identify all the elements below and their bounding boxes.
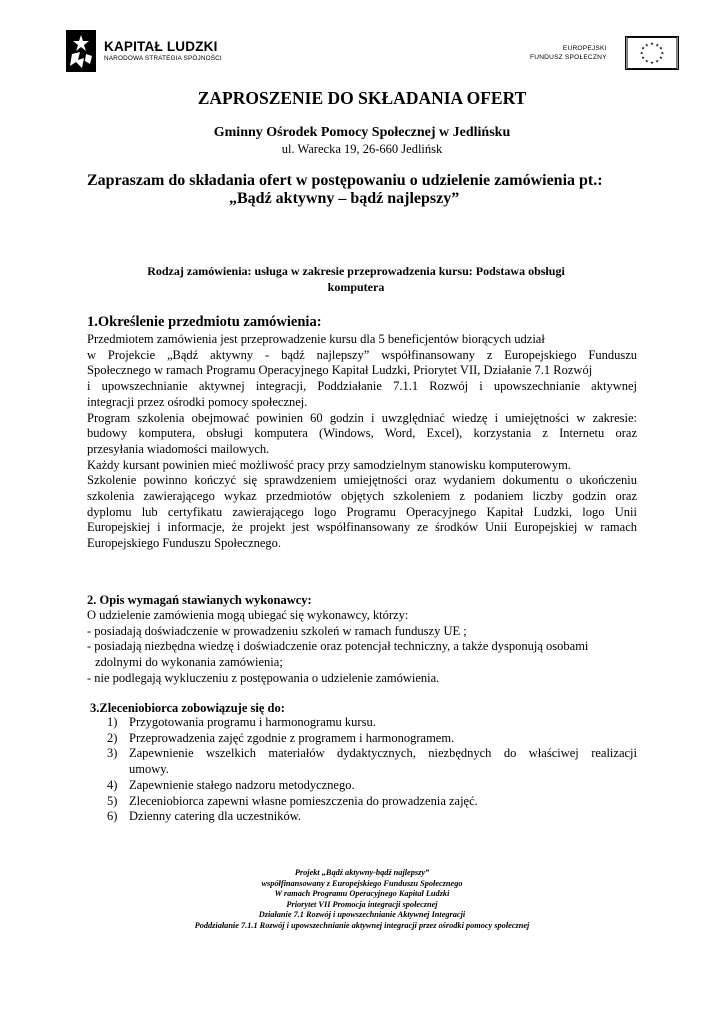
svg-text:★: ★ — [658, 55, 663, 61]
section2-line: O udzielenie zamówienia mogą ubiegać się wykonawcy, którzy: — [87, 608, 409, 622]
list-item-text: Zapewnienie wszelkich materiałów dydaktycznych, niezbędnych do właściwej realizacji — [129, 746, 637, 761]
section1-line: w Projekcie „Bądź aktywny - bądź najlepszy” współfinansowany z Europejskiego Funduszu — [87, 347, 637, 362]
list-item — [87, 746, 637, 777]
footer-line: Działanie 7.1 Rozwój i upowszechnianie Aktywnej Integracji — [258, 910, 466, 920]
section1-line: Szkolenie powinno kończyć się sprawdzeniem umiejętności oraz wydaniem dokumentu o ukończeniu — [87, 473, 637, 488]
svg-text:★: ★ — [644, 58, 649, 64]
section1-line: Program szkolenia obejmować powinien 60 godzin i uwzględniać wiedzę i umiejętności w zakresie: — [87, 410, 637, 425]
document-title: ZAPROSZENIE DO SKŁADANIA OFERT — [197, 88, 527, 108]
list-item-text: Przygotowania programu i harmonogramu kursu. — [129, 715, 376, 729]
invitation-text: Zapraszam do składania ofert w postępowaniu o udzielenie zamówienia pt.: — [87, 172, 603, 189]
list-item-text: Dzienny catering dla uczestników. — [129, 809, 302, 824]
section1-line: Społecznego w ramach Programu Operacyjnego Kapitał Ludzki, Priorytet VII, Działanie 7.1 Rozwój — [87, 363, 593, 378]
section1-line: budowy komputera, obsługi komputera (Windows, Word, Excel), korzystania z Internetu oraz — [87, 426, 637, 441]
section1-line: Europejskiego Funduszu Społecznego. — [87, 536, 282, 551]
list-item-number: 6) — [107, 809, 118, 824]
footer-line: W ramach Programu Operacyjnego Kapitał Ludzki — [274, 889, 450, 899]
list-item-text: Zapewnienie stałego nadzoru metodycznego. — [129, 777, 355, 792]
section2-line: - posiadają niezbędna wiedzę i doświadczenie oraz potencjał techniczny, a także dysponują osobami — [87, 639, 589, 654]
section1-line: szkolenia zawierającego wykaz przedmiotów objętych szkoleniem z podaniem liczby godzin oraz — [87, 489, 637, 504]
kapital-ludzki-logo — [66, 30, 222, 72]
section1-line: integracji przez ośrodki pomocy społecznej. — [87, 394, 308, 409]
kapital-ludzki-emblem-icon — [66, 30, 96, 72]
section2-line: - nie podlegają wykluczeniu z postępowania o udzielenie zamówienia. — [87, 670, 440, 685]
section1-body — [87, 332, 637, 552]
list-item-number: 5) — [107, 793, 118, 808]
list-item — [87, 794, 637, 810]
footer-line: Poddziałanie 7.1.1 Rozwój i upowszechnianie aktywnej integracji przez ośrodki pomocy społecznej — [194, 920, 530, 930]
svg-text:★: ★ — [658, 45, 663, 51]
footer-line: współfinansowany z Europejskiego Funduszu Społecznego — [261, 878, 463, 888]
section1-line: Europejskiej i informacje, że projekt jest współfinansowany ze środków Unii Europejskiej w ramach — [87, 520, 637, 535]
list-item — [87, 715, 637, 731]
list-item-text: Przeprowadzenia zajęć zgodnie z programem i harmonogramem. — [129, 730, 455, 745]
section1-line: Przedmiotem zamówienia jest przeprowadzenie kursu dla 5 beneficjentów biorących udział — [87, 332, 545, 346]
institution-address: ul. Warecka 19, 26-660 Jedlińsk — [281, 142, 443, 156]
logo-subtitle: NARODOWA STRATEGIA SPÓJNOŚCI — [104, 55, 222, 62]
section1-line: dyplomu lub certyfikatu zawierającego logo Programu Operacyjnego Kapitał Ludzki, logo Unii — [87, 504, 637, 519]
logo-title: KAPITAŁ LUDZKI — [104, 39, 218, 54]
list-item-number: 3) — [107, 746, 118, 761]
list-item-number: 2) — [107, 730, 118, 745]
list-item-text: Zleceniobiorca zapewni własne pomieszczenia do prowadzenia zajęć. — [129, 793, 478, 808]
order-type-line: Rodzaj zamówienia: usługa w zakresie przeprowadzenia kursu: Podstawa obsługi — [147, 264, 565, 278]
section1-heading: 1.Określenie przedmiotu zamówienia: — [87, 314, 322, 330]
list-item-number: 4) — [107, 777, 118, 792]
section1-line: przesyłania wiadomości mailowych. — [87, 441, 270, 456]
eu-flag-icon — [625, 36, 679, 70]
list-item-text: umowy. — [129, 762, 169, 777]
svg-text:★: ★ — [649, 59, 654, 65]
svg-text:★: ★ — [649, 41, 654, 46]
order-type-line: komputera — [327, 280, 385, 294]
section2-line: - posiadają doświadczenie w prowadzeniu szkoleń w ramach funduszy UE ; — [87, 623, 467, 638]
efs-line2: FUNDUSZ SPOŁECZNY — [530, 54, 607, 61]
svg-text:★: ★ — [640, 45, 645, 51]
list-item — [87, 809, 637, 825]
svg-text:★: ★ — [639, 50, 644, 56]
efs-logo — [530, 36, 679, 70]
list-item — [87, 731, 637, 747]
section2-line: zdolnymi do wykonania zamówienia; — [95, 655, 283, 670]
section1-line: i upowszechnianie aktywnej integracji, Poddziałanie 7.1.1 Rozwój i upowszechnianie aktywnej — [87, 379, 637, 394]
section2-heading: 2. Opis wymagań stawianych wykonawcy: — [87, 593, 312, 607]
order-type — [140, 263, 572, 295]
institution-name: Gminny Ośrodek Pomocy Społecznej w Jedlińsku — [213, 125, 511, 140]
svg-text:★: ★ — [644, 42, 649, 48]
efs-line1: EUROPEJSKI — [562, 45, 607, 52]
list-item-number: 1) — [107, 715, 118, 729]
svg-text:★: ★ — [654, 58, 659, 64]
project-title: „Bądź aktywny – bądź najlepszy” — [229, 190, 460, 207]
svg-text:★: ★ — [660, 50, 664, 56]
footer-line: Priorytet VII Promocja integracji społecznej — [286, 899, 438, 909]
section1-line: Każdy kursant powinien mieć możliwość pracy przy samodzielnym stanowisku komputerowym. — [87, 457, 571, 472]
svg-text:★: ★ — [640, 55, 645, 61]
svg-text:★: ★ — [654, 42, 659, 48]
section2-body — [87, 608, 637, 687]
list-item — [87, 778, 637, 794]
footer — [0, 868, 724, 932]
footer-line: Projekt „Bądź aktywny-bądź najlepszy” — [294, 868, 430, 877]
section3-heading: 3.Zleceniobiorca zobowiązuje się do: — [90, 701, 285, 715]
section3-list — [87, 715, 637, 825]
